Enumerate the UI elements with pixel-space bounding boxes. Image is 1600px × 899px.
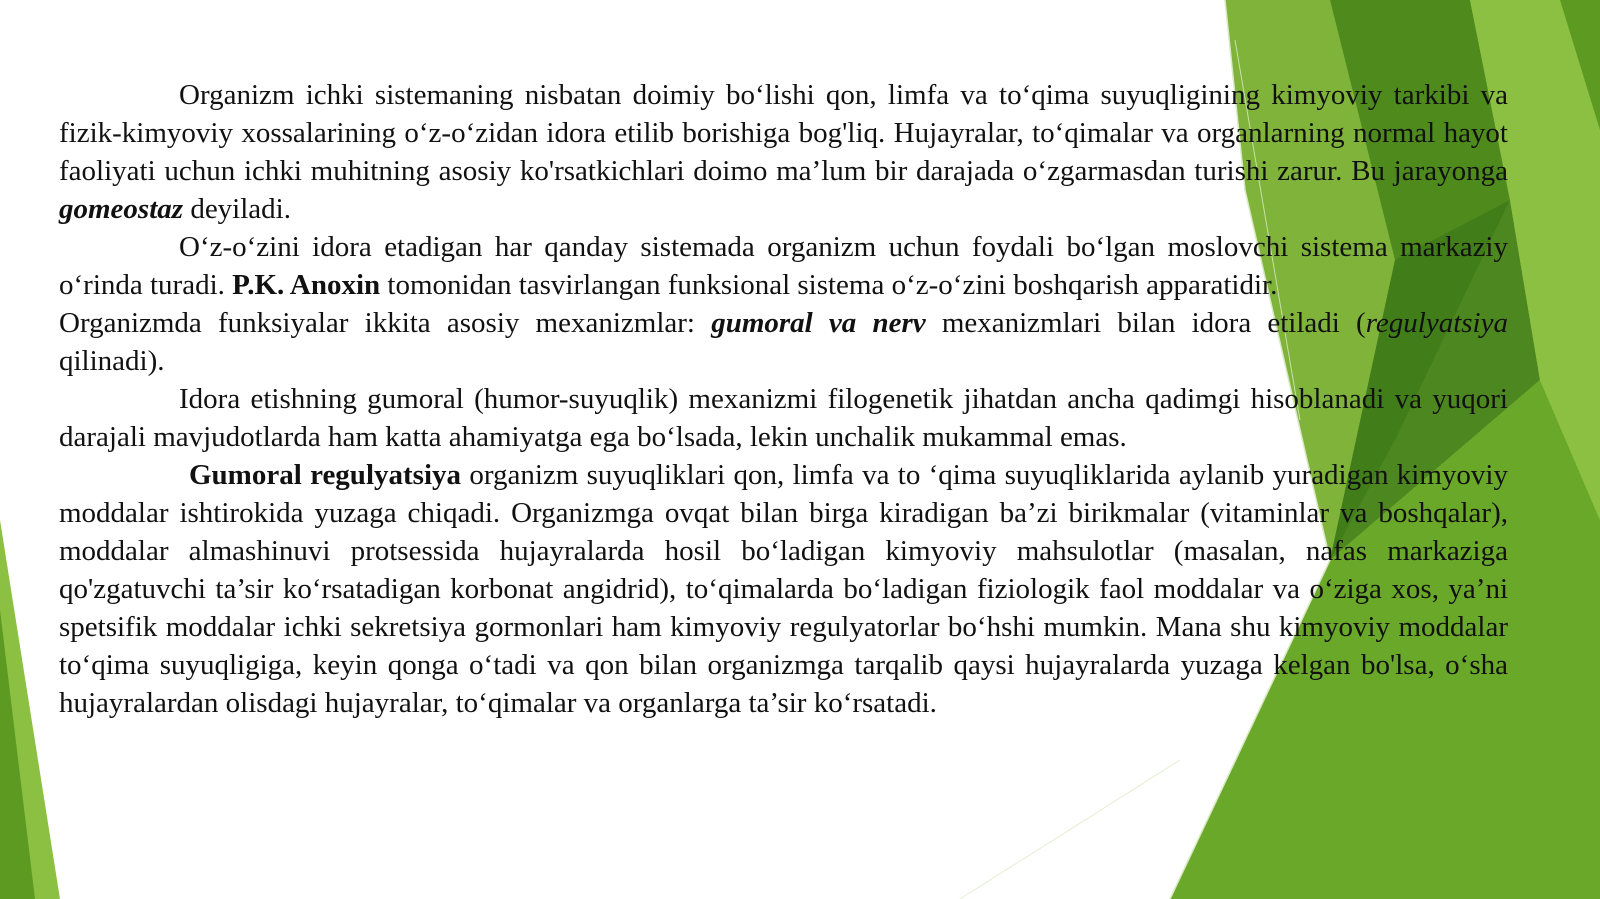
term-gomeostaz: gomeostaz [59, 193, 184, 225]
paragraph-text: qilinadi). [59, 345, 165, 377]
paragraph-text: Organizm ichki sistemaning nisbatan doimiy bo‘lishi qon, limfa va to‘qima suyuqligining kimyoviy tarkibi va fizik-kimyoviy xossalarining o‘z-o‘zidan idora etilib borishiga bog'liq. Hujayralar, to‘qimalar va organlarning normal hayot faoliyati uchun ichki muhitning asosiy ko'rsatkichlari doimo ma’lum bir darajada o‘zgarmasdan turishi zarur. Bu jarayonga [59, 79, 1508, 187]
paragraph-text: Organizmda funksiyalar ikkita asosiy mexanizmlar: [59, 307, 712, 339]
paragraph-mechanisms [59, 304, 1508, 380]
paragraph-homeostasis [59, 76, 1508, 228]
paragraph-text: O‘z-o‘zini idora etadigan har qanday sistemada organizm uchun foydali bo‘lgan moslovchi sistema markaziy o‘rinda turadi. [59, 231, 1508, 301]
term-gumoral-va-nerv: gumoral va nerv [711, 307, 926, 339]
paragraph-text: organizm suyuqliklari qon, limfa va to ‘qima suyuqliklarida aylanib yuradigan kimyoviy moddalar ishtirokida yuzaga chiqadi. Organizmga ovqat bilan birga kiradigan ba’zi birikmalar (vitaminlar va boshqalar), moddalar almashinuvi protsessida hujayralarda hosil bo‘ladigan kimyoviy mahsulotlar (masalan, nafas markaziga qo'zgatuvchi ta’sir ko‘rsatadigan korbonat angidrid), to‘qimalarda bo‘ladigan fiziologik faol moddalar va o‘ziga xos, ya’ni spetsifik moddalar ichki sekretsiya gormonlari ham kimyoviy regulyatorlar bo‘hshi mumkin. Mana shu kimyoviy moddalar to‘qima suyuqligiga, keyin qonga o‘tadi va qon bilan organizmga tarqalib qaysi hujayralarda yuzaga kelgan bo'lsa, o‘sha hujayralardan olisdagi hujayralar, to‘qimalar va organlarga ta’sir ko‘rsatadi. [59, 459, 1508, 719]
term-regulyatsiya: regulyatsiya [1365, 307, 1508, 339]
paragraph-humoral-regulation [59, 456, 1508, 722]
author-name: P.K. Anoxin [232, 269, 381, 301]
paragraph-functional-system [59, 228, 1508, 304]
paragraph-text: deyiladi. [183, 193, 291, 225]
paragraph-humoral-mechanism [59, 380, 1508, 456]
facet-thin-line-2 [960, 760, 1180, 899]
term-gumoral-regulyatsiya: Gumoral regulyatsiya [189, 459, 461, 491]
paragraph-text: mexanizmlari bilan idora etiladi ( [925, 307, 1366, 339]
paragraph-text: tomonidan tasvirlangan funksional sistema o‘z-o‘zini boshqarish apparatidir. [380, 269, 1278, 301]
body-text [59, 76, 1508, 722]
paragraph-text: Idora etishning gumoral (humor-suyuqlik) mexanizmi filogenetik jihatdan ancha qadimgi hisoblanadi va yuqori darajali mavjudotlarda ham katta ahamiyatga ega bo‘lsada, lekin unchalik mukammal emas. [59, 383, 1508, 453]
